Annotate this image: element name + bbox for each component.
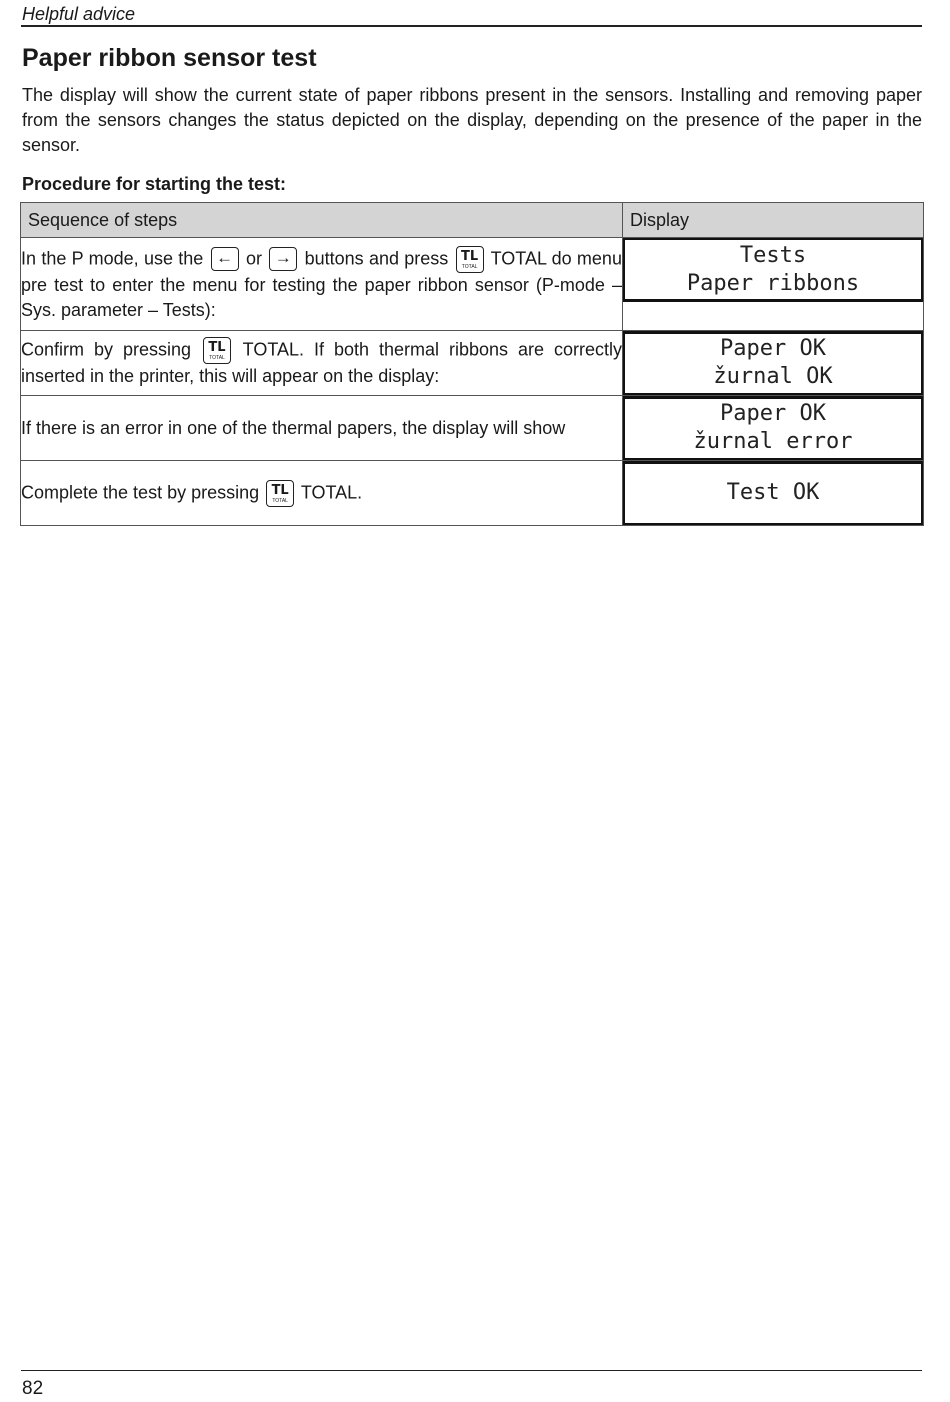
table-row [21,461,924,526]
lcd-line: Paper OK [720,401,826,426]
display-cell [623,461,924,526]
column-header-display: Display [623,203,924,238]
table-row [21,238,924,331]
left-arrow-key-icon: ← [211,247,239,271]
step-cell [21,238,623,331]
lcd-display [622,237,924,302]
step-text: buttons and press [304,247,449,268]
column-header-steps: Sequence of steps [21,203,623,238]
step-text: Confirm by pressing [21,339,192,360]
right-arrow-key-icon: → [269,247,297,271]
display-cell [623,238,924,331]
lcd-display [622,396,924,461]
page-number: 82 [22,1378,44,1399]
footer-rule [21,1370,922,1371]
table-header-row [21,203,924,238]
lcd-display [622,331,924,396]
step-text: TOTAL. [300,481,363,502]
step-cell [21,461,623,526]
lcd-line: Tests [739,242,807,268]
lcd-display [622,461,924,526]
table-row [21,331,924,396]
total-key-icon: TL TOTAL [266,480,294,507]
intro-paragraph: The display will show the current state of paper ribbons present in the sensors. Installing and removing paper from the sensors changes the status depicted on the display, depending on the presence of the paper in the sensor. [22,85,922,155]
display-cell [623,331,924,396]
table-row [21,396,924,461]
header-rule [21,25,922,27]
step-cell [21,396,623,461]
lcd-line: žurnal error [693,429,853,454]
lcd-line: žurnal OK [713,364,833,389]
section-title: Paper ribbon sensor test [22,44,317,72]
step-text: TOTAL do menu pre test to enter the menu for testing the paper ribbon sensor (P-mode – Sys. parameter – Tests): [21,247,622,320]
procedure-table [20,202,924,526]
procedure-heading: Procedure for starting the test: [22,174,287,194]
lcd-line: Paper OK [720,336,826,361]
total-key-icon: TL TOTAL [203,337,231,364]
step-text: or [245,247,262,268]
total-key-icon: TL TOTAL [456,246,484,273]
running-header: Helpful advice [22,4,136,24]
step-text: Complete the test by pressing [21,481,260,502]
step-text: If there is an error in one of the thermal papers, the display will show [21,417,566,438]
step-cell [21,331,623,396]
step-text: In the P mode, use the [21,247,204,268]
display-cell [623,396,924,461]
step-text: TOTAL. If both thermal ribbons are correctly inserted in the printer, this will appear on the display: [21,339,622,386]
lcd-line: Paper ribbons [686,270,860,296]
lcd-line: Test OK [726,480,820,505]
